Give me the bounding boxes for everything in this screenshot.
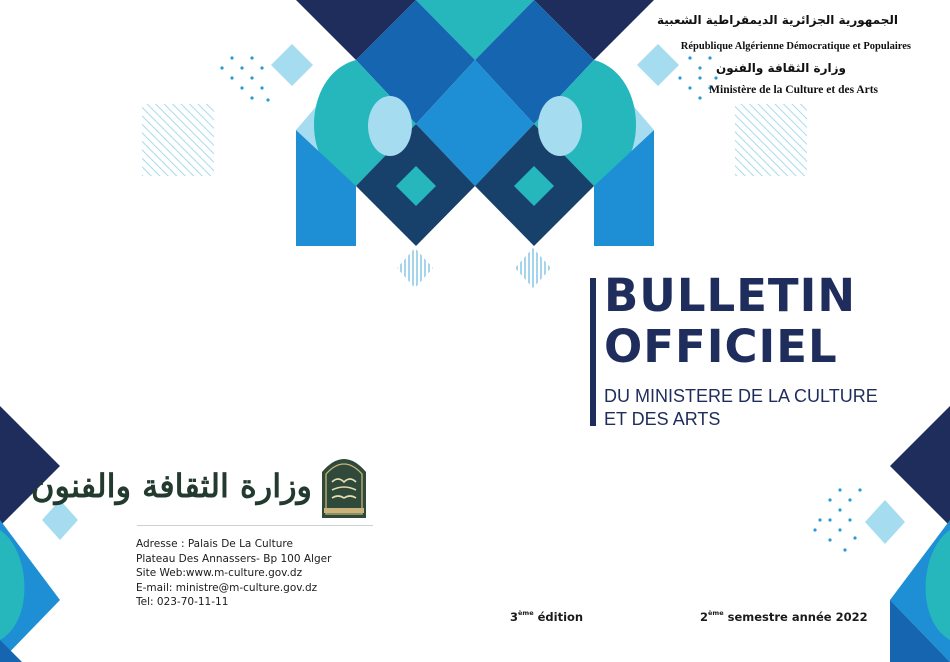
contact-address-block [136,537,396,610]
ministry-calligraphy-logo: وزارة الثقافة والفنون [31,467,312,505]
phone-number: Tel: 023-70-11-11 [136,596,229,608]
header-ministry-arabic: وزارة الثقافة والفنون [715,61,846,75]
subtitle-line-2: ET DES ARTS [604,409,721,429]
header-republic-arabic: الجمهورية الجزائرية الديمقراطية الشعبية [656,13,898,27]
address-line: Adresse : Palais De La Culture [136,538,293,550]
edition-label: 3ème édition [510,609,584,624]
header-republic-french: République Algérienne Démocratique et Populaires [680,41,911,52]
bulletin-title [604,270,934,372]
semester-label: 2ème semestre année 2022 [700,609,868,624]
bulletin-subtitle [604,385,934,431]
title-line-2: OFFICIEL [604,320,838,373]
email-link[interactable]: E-mail: ministre@m-culture.gov.dz [136,581,318,594]
title-line-1: BULLETIN [604,269,857,322]
bottom-right-corner [865,406,950,662]
address-line: Plateau Des Annassers- Bp 100 Alger [136,552,332,565]
bottom-left-corner [0,406,78,662]
header-ministry-french: Ministère de la Culture et des Arts [709,84,878,96]
top-mosaic [296,0,654,246]
ministry-emblem-icon [318,452,370,520]
logo-divider [137,525,373,526]
title-accent-bar [590,278,596,426]
website-link[interactable]: Site Web:www.m-culture.gov.dz [136,567,303,579]
subtitle-line-1: DU MINISTERE DE LA CULTURE [604,386,878,406]
